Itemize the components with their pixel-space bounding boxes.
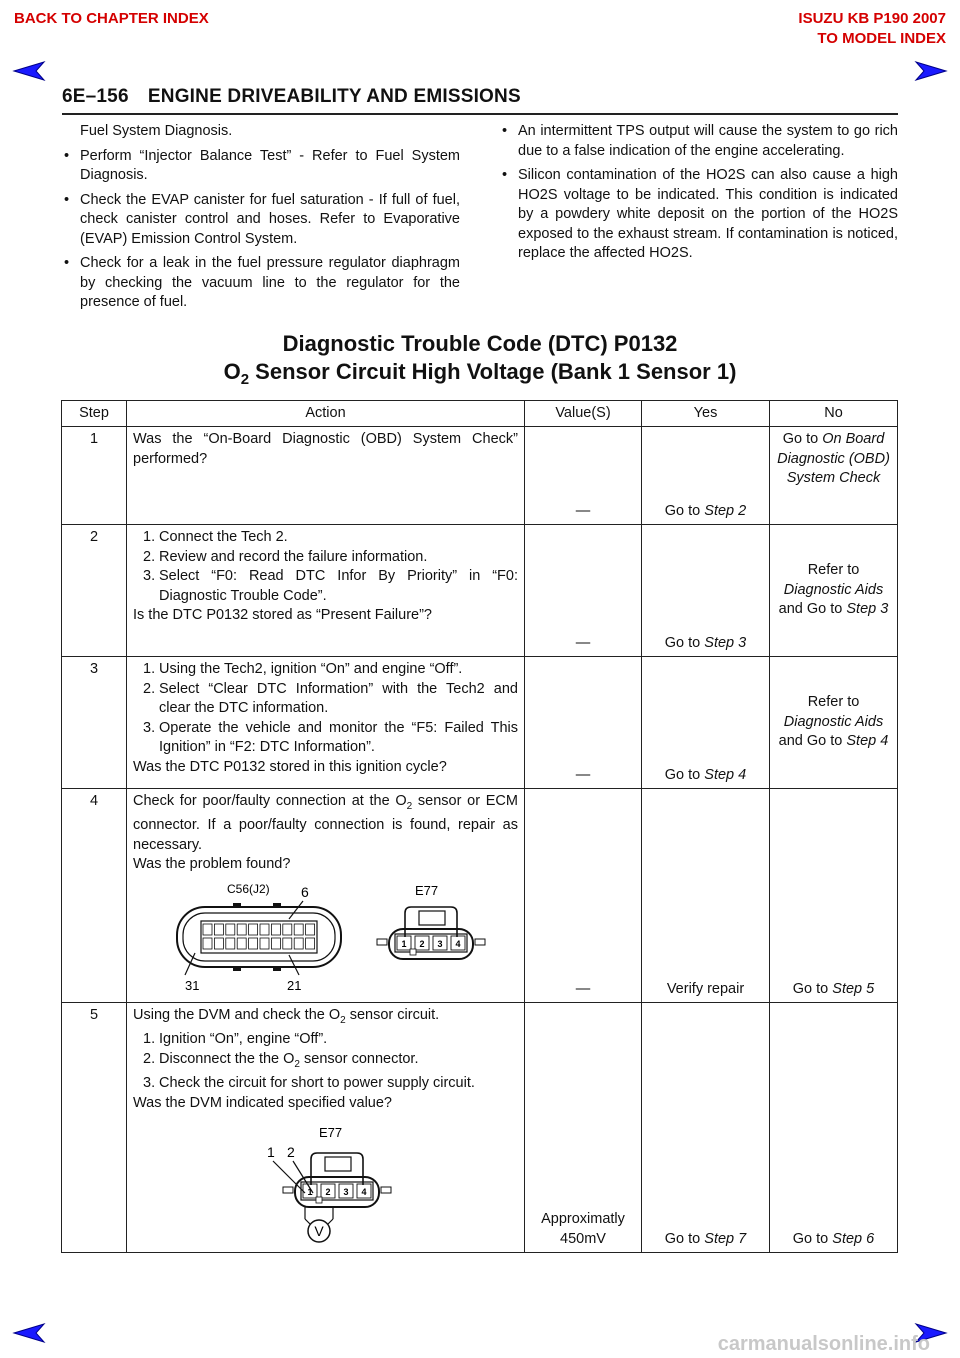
action-substep: 3. Operate the vehicle and monitor the “F5: Failed This Ignition” in “F2: DTC Information”. — [143, 719, 518, 755]
table-header-row — [62, 401, 898, 427]
label-e77: E77 — [319, 1125, 343, 1141]
no-refer: Refer to — [807, 562, 860, 579]
action-substep: 2. Disconnect the the $O_2$ sensor connector. — [143, 1050, 419, 1070]
e77-pin-number: 2 — [419, 938, 425, 949]
no-cell[interactable] — [770, 427, 898, 525]
no-link-diag-aids[interactable]: Diagnostic Aids — [783, 581, 884, 598]
action-cell — [127, 657, 525, 789]
e77-pin-number: 1 — [307, 1187, 313, 1198]
e77-pin-number: 4 — [361, 1187, 367, 1198]
action-text: Using the DVM and check the $O_2$ sensor circuit. — [133, 1007, 440, 1026]
action-text: Was the “On-Board Diagnostic (OBD) System Check” performed? — [127, 427, 525, 525]
yes-link[interactable]: Step 7 — [704, 1230, 747, 1247]
c56-pin-cell — [306, 938, 315, 949]
action-substep: 2. Select “Clear DTC Information” with the Tech2 and clear the DTC information. — [143, 680, 518, 716]
connector-diagram-c56-e77 — [133, 877, 517, 995]
action-substep: 3. Select “F0: Read DTC Infor By Priority” in “F0: Diagnostic Trouble Code”. — [143, 568, 518, 604]
left-continuation-text: Fuel System Diagnosis. — [80, 123, 233, 139]
yes-cell[interactable] — [642, 427, 770, 525]
c56-pin-cell — [226, 938, 235, 949]
right-bullet-silicon: • Silicon contamination of the HO2S can also cause a high HO2S voltage to be indicated. This condition is indicated by a powdery white deposit on the portion of the HO2S exposed to the exhaust stream. If contamination is noticed, replace the affected HO2S. — [498, 166, 898, 264]
header-action: Action — [127, 401, 525, 427]
step-number: 4 — [62, 789, 127, 1003]
left-bullet-evap: • Check the EVAP canister for fuel saturation - If full of fuel, check canister control and hoses. Refer to Evaporative (EVAP) Emission Control System. — [60, 191, 460, 250]
yes-cell[interactable]: Verify repair — [642, 789, 770, 1003]
header-value: Value(S) — [525, 401, 642, 427]
model-title-link[interactable]: ISUZU KB P190 2007 — [798, 10, 946, 27]
label-pin-1: 1 — [267, 1144, 275, 1161]
action-question: Was the DVM indicated specified value? — [133, 1094, 392, 1111]
value-cell: — — [525, 427, 642, 525]
label-pin-2: 2 — [287, 1144, 295, 1161]
c56-pin-cell — [226, 924, 235, 935]
c56-pin-cell — [283, 924, 292, 935]
next-page-arrow-icon[interactable] — [914, 60, 948, 82]
action-cell — [127, 525, 525, 657]
value-cell: — — [525, 789, 642, 1003]
label-pin-21: 21 — [287, 977, 302, 993]
value-cell: Approximatly 450mV — [525, 1003, 642, 1253]
no-link-diag-aids[interactable]: Diagnostic Aids — [783, 713, 884, 730]
dtc-subtitle — [0, 358, 960, 394]
action-question: Was the DTC P0132 stored in this ignition cycle? — [133, 758, 447, 775]
no-cell[interactable]: Refer to Diagnostic Aids and Go to Step 3 — [770, 525, 898, 657]
dtc-title: Diagnostic Trouble Code (DTC) P0132 — [282, 331, 678, 356]
value-cell: — — [525, 657, 642, 789]
no-link[interactable]: Step 6 — [832, 1230, 875, 1247]
no-cell[interactable]: Go to Step 6 — [770, 1003, 898, 1253]
watermark: carmanualsonline.info — [717, 1333, 930, 1355]
left-column — [60, 122, 460, 318]
c56-pin-cell — [249, 938, 258, 949]
table-row — [62, 657, 898, 789]
value-cell: — — [525, 525, 642, 657]
c56-pin-cell — [203, 924, 212, 935]
label-pin-31: 31 — [185, 977, 200, 993]
yes-cell[interactable]: Go to Step 3 — [642, 525, 770, 657]
left-bullet-regulator: • Check for a leak in the fuel pressure regulator diaphragm by checking the vacuum line to the regulator for the presence of fuel. — [60, 254, 460, 313]
label-e77: E77 — [415, 882, 439, 898]
no-cell[interactable]: Go to Step 5 — [770, 789, 898, 1003]
to-model-index-link[interactable]: TO MODEL INDEX — [817, 30, 946, 47]
c56-pin-cell — [260, 924, 269, 935]
right-bullet-tps: • An intermittent TPS output will cause the system to go rich due to a false indication of the engine accelerating. — [498, 122, 898, 161]
action-substep: 3. Check the circuit for short to power supply circuit. — [143, 1075, 475, 1092]
yes-cell[interactable]: Go to Step 7 — [642, 1003, 770, 1253]
prev-page-arrow-icon[interactable] — [12, 60, 46, 82]
yes-prefix: Go to — [664, 502, 705, 519]
c56-pin-cell — [271, 938, 280, 949]
c56-pin-cell — [237, 938, 246, 949]
c56-pin-grid — [203, 924, 315, 949]
left-bullet-injector: • Perform “Injector Balance Test” - Refer to Fuel System Diagnosis. — [60, 147, 460, 186]
page-heading: 6E–156 ENGINE DRIVEABILITY AND EMISSIONS — [62, 86, 521, 107]
connector-diagram-e77-dvm — [133, 1115, 517, 1245]
no-link[interactable]: Step 5 — [832, 980, 875, 997]
action-substep: 1. Connect the Tech 2. — [143, 529, 288, 545]
c56-pin-cell — [283, 938, 292, 949]
c56-pin-cell — [214, 924, 223, 935]
action-question: Is the DTC P0132 stored as “Present Failure”? — [133, 607, 432, 623]
yes-link[interactable]: Step 2 — [704, 502, 747, 519]
c56-pin-cell — [260, 938, 269, 949]
step-number: 3 — [62, 657, 127, 789]
no-prefix: Go to — [782, 431, 823, 447]
table-row — [62, 1003, 898, 1253]
heading-rule — [62, 113, 898, 115]
no-refer: Refer to — [807, 694, 860, 711]
c56-pin-cell — [294, 924, 303, 935]
action-question: Was the problem found? — [133, 856, 291, 873]
table-row — [62, 427, 898, 525]
right-column — [498, 122, 898, 269]
c56-pin-cell — [271, 924, 280, 935]
e77-key-notch — [410, 949, 416, 955]
action-cell — [127, 1003, 525, 1253]
e77-pin-number: 4 — [455, 938, 461, 949]
step-number: 1 — [62, 427, 127, 525]
diagnostic-table — [61, 400, 898, 1253]
e77-pin-number: 1 — [401, 938, 407, 949]
c56-pin-cell — [203, 938, 212, 949]
e77-pin-number: 3 — [343, 1187, 349, 1198]
header-step: Step — [62, 401, 127, 427]
back-to-chapter-index-link[interactable]: BACK TO CHAPTER INDEX — [14, 10, 209, 27]
step-number: 2 — [62, 525, 127, 657]
action-substep: 1. Using the Tech2, ignition “On” and engine “Off”. — [143, 661, 463, 677]
yes-link[interactable]: Step 4 — [704, 766, 747, 783]
c56-pin-cell — [237, 924, 246, 935]
action-substep: 2. Review and record the failure information. — [143, 548, 428, 565]
action-text: Check for poor/faulty connection at the $O_2$ sensor or ECM connector. If a poor/faulty connection is found, repair as necessary. — [133, 793, 518, 853]
yes-cell[interactable]: Go to Step 4 — [642, 657, 770, 789]
dtc-sub-o: O — [223, 359, 241, 384]
c56-pin-cell — [294, 938, 303, 949]
e77-pin-number: 3 — [437, 938, 443, 949]
no-link[interactable]: On Board Diagnostic (OBD) System Check — [777, 431, 890, 486]
e77-key-notch — [316, 1197, 322, 1203]
dtc-sub-2: 2 — [240, 371, 250, 388]
c56-pin-cell — [249, 924, 258, 935]
table-row — [62, 789, 898, 1003]
no-link-step[interactable]: Step 3 — [846, 601, 889, 618]
voltmeter-label: V — [314, 1223, 324, 1240]
no-cell[interactable]: Refer to Diagnostic Aids and Go to Step 4 — [770, 657, 898, 789]
c56-pin-cell — [306, 924, 315, 935]
action-substep: 1. Ignition “On”, engine “Off”. — [143, 1031, 328, 1048]
label-pin-6: 6 — [301, 883, 309, 900]
action-cell — [127, 789, 525, 1003]
no-link-step[interactable]: Step 4 — [846, 733, 889, 750]
yes-link[interactable]: Step 3 — [704, 634, 747, 651]
c56-pin-cell — [214, 938, 223, 949]
step-number: 5 — [62, 1003, 127, 1253]
prev-page-arrow-bottom-icon[interactable] — [12, 1322, 46, 1344]
label-c56: C56(J2) — [227, 881, 270, 896]
header-no: No — [770, 401, 898, 427]
header-yes: Yes — [642, 401, 770, 427]
dtc-sub-rest: Sensor Circuit High Voltage (Bank 1 Sensor 1) — [249, 359, 737, 384]
e77-pin-number: 2 — [325, 1187, 331, 1198]
table-row — [62, 525, 898, 657]
